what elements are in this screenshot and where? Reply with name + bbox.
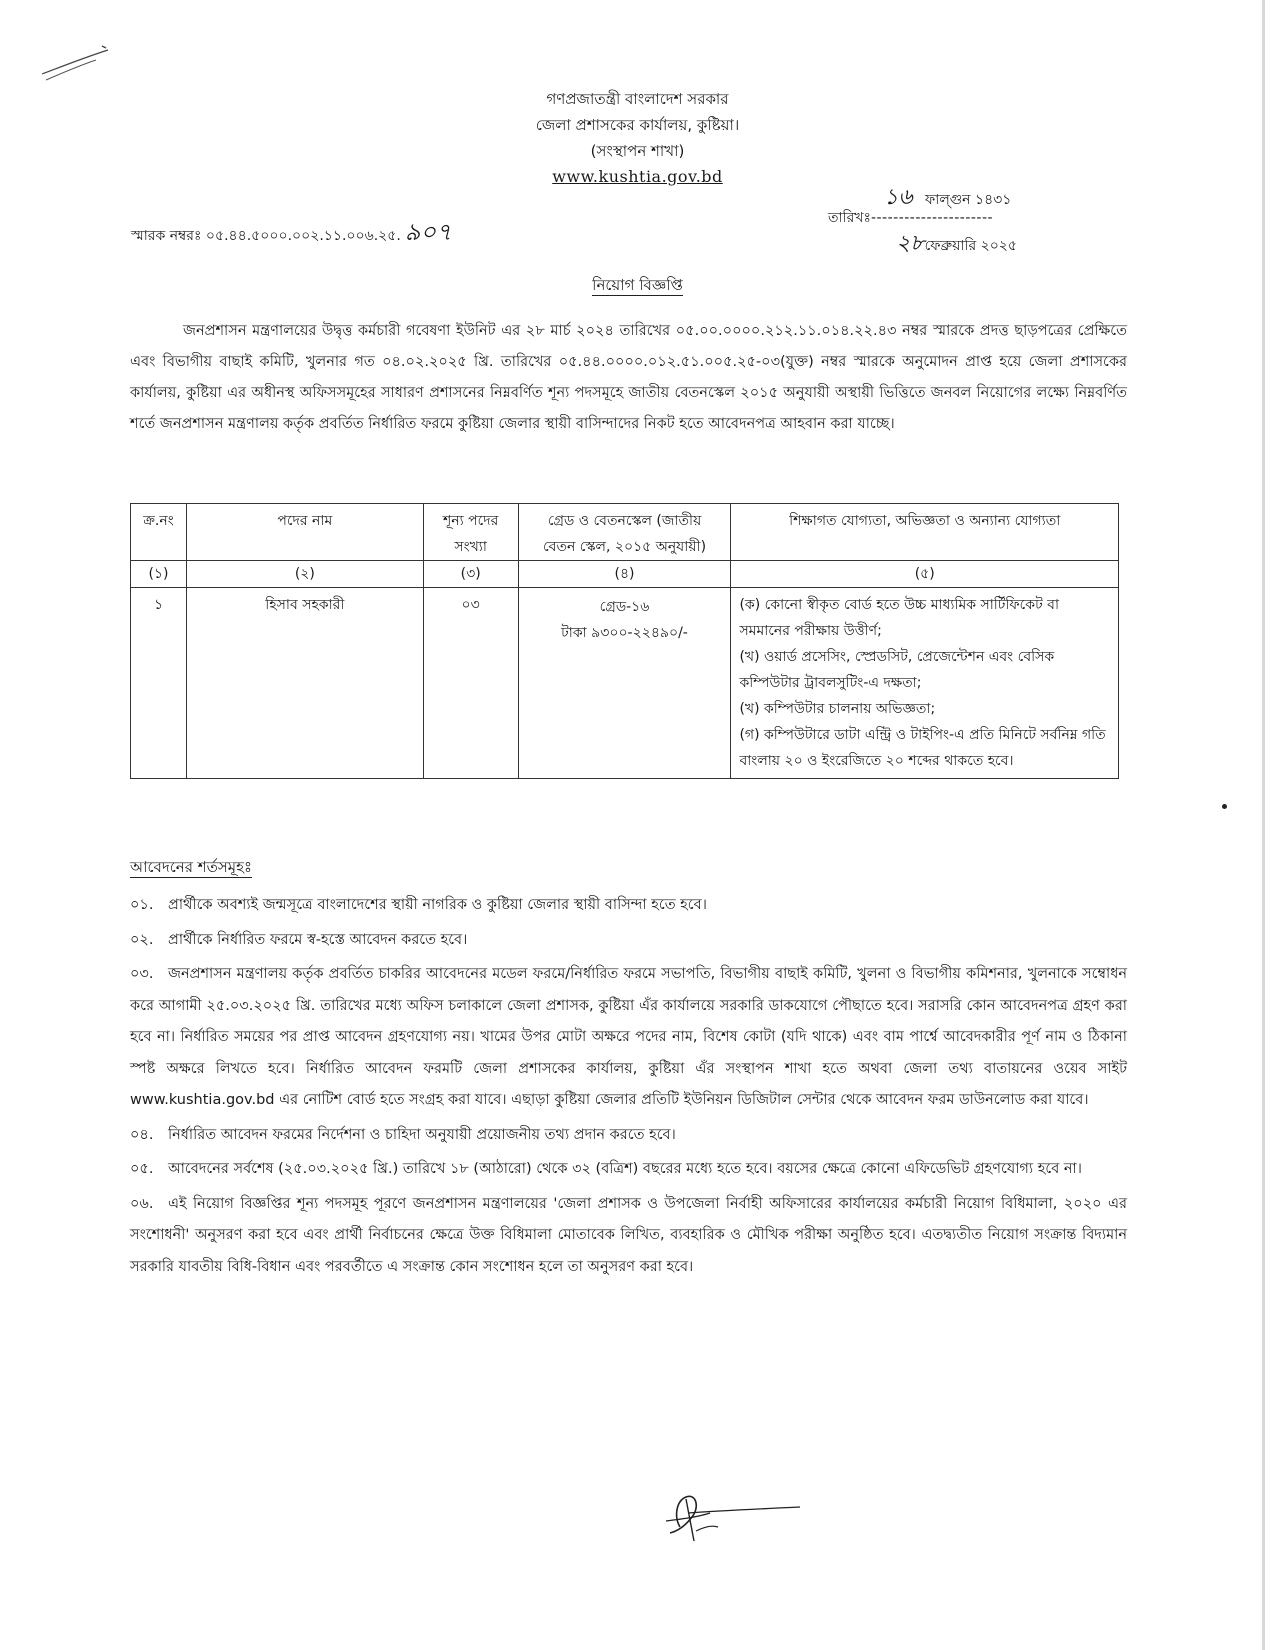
government-name: গণপ্রজাতন্ত্রী বাংলাদেশ সরকার <box>546 90 729 108</box>
condition-item: ০২. প্রার্থীকে নির্ধারিত ফরমে স্ব-হস্তে আবেদন করতে হবে। <box>130 931 468 948</box>
qualification-item: (খ) ওয়ার্ড প্রসেসিং, স্প্রেডসিট, প্রেজেন্টেশন এবং বেসিক কম্পিউটার ট্রাবলসুটিং-এ দক্ষতা; <box>739 649 1055 691</box>
scan-edge <box>1262 0 1265 1650</box>
column-number-row <box>131 561 1119 588</box>
office-name: জেলা প্রশাসকের কার্যালয়, কুষ্টিয়া। <box>535 116 740 134</box>
memo-value: ০৫.৪৪.৫০০০.০০২.১১.০০৬.২৫. <box>205 228 401 244</box>
row-vacancies: ০৩ <box>423 588 518 779</box>
website-link[interactable]: www.kushtia.gov.bd <box>552 167 723 186</box>
english-month-year: ফেব্রুয়ারি ২০২৫ <box>924 238 1017 254</box>
section-name: (সংস্থাপন শাখা) <box>590 142 685 160</box>
english-day: ২৮ <box>896 231 925 256</box>
stray-dot <box>1222 804 1227 809</box>
bangla-day: ১৬ <box>884 185 913 210</box>
intro-paragraph: জনপ্রশাসন মন্ত্রণালয়ের উদ্বৃত্ত কর্মচারী গবেষণা ইউনিট এর ২৮ মার্চ ২০২৪ তারিখের ০৫.০০.০০০০.২১২.১১.০১৪.২২.৪৩ নম্বর স্মারকে প্রদত্ত ছাড়পত্রের প্রেক্ষিতে এবং বিভাগীয় বাছাই কমিটি, খুলনার গত ০৪.০২.২০২৫ খ্রি. তারিখের ০৫.৪৪.০০০০.০১২.৫১.০০৫.২৫-০৩(যুক্ত) নম্বর স্মারকে অনুমোদন প্রাপ্ত হয়ে জেলা প্রশাসকের কার্যালয়, কুষ্টিয়া এর অধীনস্থ অফিসসমূহের সাধারণ প্রশাসনের নিম্নবর্ণিত শূন্য পদসমূহে জাতীয় বেতনস্কেল ২০১৫ অনুযায়ী অস্থায়ী ভিত্তিতে জনবল নিয়োগের লক্ষ্যে নিম্নবর্ণিত শর্তে জনপ্রশাসন মন্ত্রণালয় কর্তৃক প্রবর্তিত নির্ধারিত ফরমে কুষ্টিয়া জেলার স্থায়ী বাসিন্দাদের নিকট হতে আবেদনপত্র আহবান করা যাচ্ছে। <box>130 323 1127 432</box>
column-number: (৩) <box>423 561 518 588</box>
date-dashes: ---------------------- <box>870 210 994 226</box>
column-number: (৫) <box>731 561 1119 588</box>
column-number: (২) <box>186 561 423 588</box>
condition-item: ০৩. জনপ্রশাসন মন্ত্রণালয় কর্তৃক প্রবর্তিত চাকরির আবেদনের মডেল ফরমে/নির্ধারিত ফরমে সভাপতি, বিভাগীয় বাছাই কমিটি, খুলনা ও বিভাগীয় কমিশনার, খুলনাকে সম্বোধন করে আগামী ২৫.০৩.২০২৫ খ্রি. তারিখের মধ্যে অফিস চলাকালে জেলা প্রশাসক, কুষ্টিয়া এঁর কার্যালয়ে সরকারি ডাকযোগে পৌছাতে হবে। সরাসরি কোন আবেদনপত্র গ্রহণ করা হবে না। নির্ধারিত সময়ের পর প্রাপ্ত আবেদন গ্রহণযোগ্য নয়। খামের উপর মোটা অক্ষরে পদের নাম, বিশেষ কোটা (যদি থাকে) এবং বাম পার্শ্বে আবেদকারীর পূর্ণ নাম ও ঠিকানা স্পষ্ট অক্ষরে লিখতে হবে। নির্ধারিত আবেদন ফরমটি জেলা প্রশাসকের কার্যালয়, কুষ্টিয়া এঁর সংস্থাপন শাখা হতে অথবা জেলা তথ্য বাতায়নের ওয়েব সাইট www.kushtia.gov.bd এর নোটিশ বোর্ড হতে সংগ্রহ করা যাবে। এছাড়া কুষ্টিয়া জেলার প্রতিটি ইউনিয়ন ডিজিটাল সেন্টার থেকে আবেদন ফরম ডাউনলোড করা যাবে। <box>130 966 1127 1108</box>
column-number: (১) <box>131 561 187 588</box>
conditions-title: আবেদনের শর্তসমূহঃ <box>130 858 252 876</box>
row-grade <box>518 588 731 779</box>
qualification-item: (খ) কম্পিউটার চালনায় অভিজ্ঞতা; <box>739 701 936 717</box>
header-qualification: শিক্ষাগত যোগ্যতা, অভিজ্ঞতা ও অন্যান্য যোগ্যতা <box>731 504 1119 561</box>
signature-icon <box>656 1487 806 1553</box>
row-pay-scale: টাকা ৯৩০০-২২৪৯০/- <box>561 625 688 641</box>
column-number: (৪) <box>518 561 731 588</box>
table-row <box>131 588 1119 779</box>
condition-item: ০৫. আবেদনের সর্বশেষ (২৫.০৩.২০২৫ খ্রি.) তারিখে ১৮ (আঠারো) থেকে ৩২ (বত্রিশ) বছরের মধ্যে হতে হবে। বয়সের ক্ষেত্রে কোনো এফিডেভিট গ্রহণযোগ্য হবে না। <box>130 1161 1082 1177</box>
conditions-list <box>130 890 1127 1286</box>
memo-number <box>131 214 452 254</box>
date-label: তারিখঃ <box>828 210 871 226</box>
qualification-item: (গ) কম্পিউটারে ডাটা এন্ট্রি ও টাইপিং-এ প্রতি মিনিটে সর্বনিম্ন গতি বাংলায় ২০ ও ইংরেজিতে ২০ শব্দের থাকতে হবে। <box>739 727 1106 769</box>
header-post-name: পদের নাম <box>186 504 423 561</box>
memo-handwritten-number: ৯০৭ <box>404 218 452 246</box>
notice-title: নিয়োগ বিজ্ঞপ্তি <box>592 276 683 294</box>
header-serial: ক্র.নং <box>131 504 187 561</box>
header-grade: গ্রেড ও বেতনস্কেল (জাতীয় বেতন স্কেল, ২০১৫ অনুযায়ী) <box>518 504 731 561</box>
qualification-item: (ক) কোনো স্বীকৃত বোর্ড হতে উচ্চ মাধ্যমিক সার্টিফিকেট বা সমমানের পরীক্ষায় উত্তীর্ণ; <box>739 597 1060 639</box>
condition-item: ০৬. এই নিয়োগ বিজ্ঞপ্তির শূন্য পদসমূহ পূরণে জনপ্রশাসন মন্ত্রণালয়ের 'জেলা প্রশাসক ও উপজেলা নির্বাহী অফিসারের কার্যালয়ের কর্মচারী নিয়োগ বিধিমালা, ২০২০ এর সংশোধনী' অনুসরণ করা হবে এবং প্রার্থী নির্বাচনের ক্ষেত্রে উক্ত বিধিমালা মোতাবেক লিখিত, ব্যবহারিক ও মৌখিক পরীক্ষা অনুষ্ঠিত হবে। এতদ্ব্যতীত নিয়োগ সংক্রান্ত বিদ্যমান সরকারি যাবতীয় বিধি-বিধান এবং পরবর্তীতে এ সংক্রান্ত কোন সংশোধন হলে তা অনুসরণ করা হবে। <box>130 1195 1127 1275</box>
row-grade-label: গ্রেড-১৬ <box>599 599 650 615</box>
row-qualifications <box>731 588 1119 779</box>
government-header <box>0 86 1275 190</box>
condition-item: ০১. প্রার্থীকে অবশ্যই জন্মসূত্রে বাংলাদেশের স্থায়ী নাগরিক ও কুষ্টিয়া জেলার স্থায়ী বাসিন্দা হতে হবে। <box>130 897 707 913</box>
header-vacancies: শূন্য পদের সংখ্যা <box>423 504 518 561</box>
table-header-row <box>131 504 1119 561</box>
memo-label: স্মারক নম্বরঃ <box>131 228 202 244</box>
row-post-name: হিসাব সহকারী <box>186 588 423 779</box>
condition-item: ০৪. নির্ধারিত আবেদন ফরমের নির্দেশনা ও চাহিদা অনুযায়ী প্রয়োজনীয় তথ্য প্রদান করতে হবে। <box>130 1126 676 1143</box>
posts-table <box>130 503 1119 779</box>
row-serial: ১ <box>131 588 187 779</box>
bangla-month-year: ফাল্গুন ১৪৩১ <box>925 192 1012 208</box>
